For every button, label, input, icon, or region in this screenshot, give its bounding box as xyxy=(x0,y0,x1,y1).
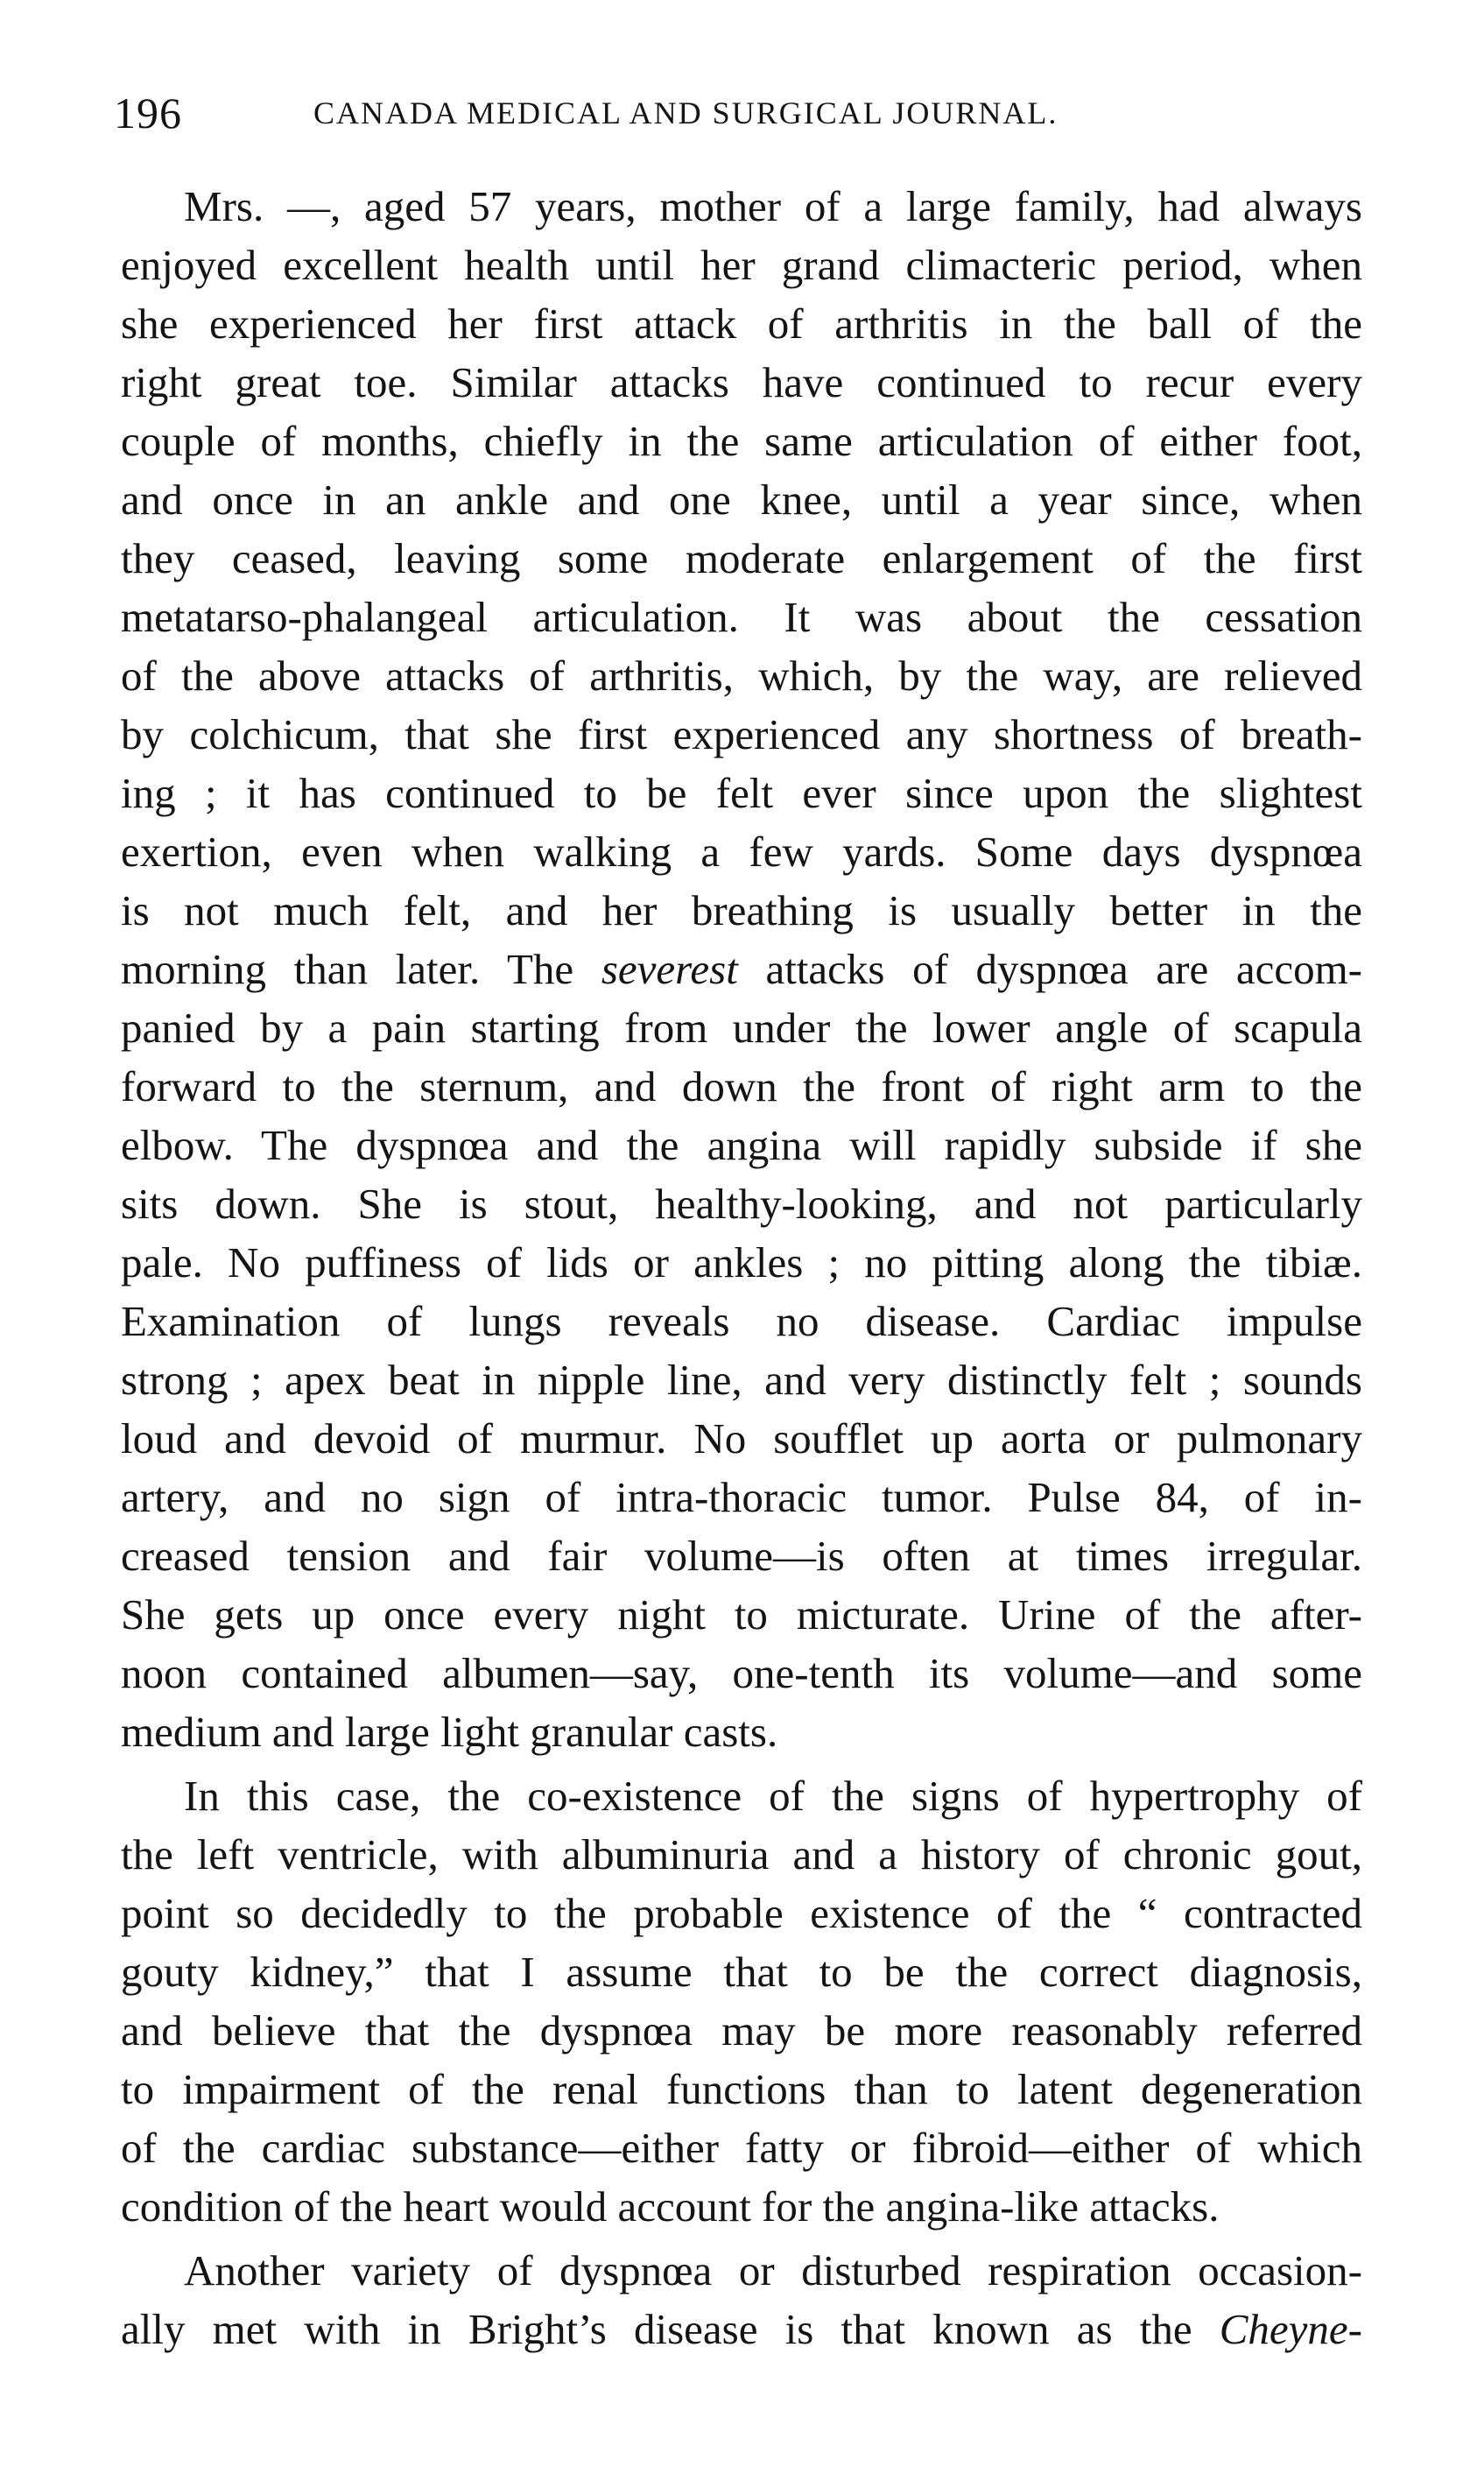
paragraph xyxy=(121,177,1362,1761)
text-line: couple of months, chiefly in the same articulation of either foot, xyxy=(121,417,1362,465)
text-line: by colchicum, that she first experienced any shortness of breath- xyxy=(121,710,1362,758)
text-line xyxy=(121,940,1362,998)
text-line: of the cardiac substance—either fatty or fibroid—either of which xyxy=(121,2124,1362,2172)
text-segment: ally met with in Bright’s disease is that known as the xyxy=(121,2305,1220,2353)
text-line: elbow. The dyspnœa and the angina will rapidly subside if she xyxy=(121,1121,1362,1169)
text-line: right great toe. Similar attacks have continued to recur every xyxy=(121,358,1362,406)
text-line: they ceased, leaving some moderate enlargement of the first xyxy=(121,534,1362,582)
text-line: forward to the sternum, and down the front of right arm to the xyxy=(121,1062,1362,1110)
text-line: of the above attacks of arthritis, which, by the way, are relieved xyxy=(121,652,1362,700)
text-line: ing ; it has continued to be felt ever since upon the slightest xyxy=(121,769,1362,817)
text-line: Mrs. —, aged 57 years, mother of a large family, had always xyxy=(184,182,1362,230)
text-line: enjoyed excellent health until her grand climacteric period, when xyxy=(121,241,1362,289)
paragraph xyxy=(121,2241,1362,2358)
paragraph xyxy=(121,1766,1362,2236)
text-segment: attacks of dyspnœa are accom- xyxy=(737,945,1363,993)
text-line: noon contained albumen—say, one-tenth its volume—and some xyxy=(121,1649,1362,1697)
body-text xyxy=(121,177,1362,2358)
text-line: In this case, the co-existence of the signs of hypertrophy of xyxy=(184,1772,1362,1820)
text-line: she experienced her first attack of arthritis in the ball of the xyxy=(121,300,1362,348)
page-header xyxy=(114,82,1366,144)
text-line: She gets up once every night to micturate. Urine of the after- xyxy=(121,1590,1362,1639)
text-line: metatarso-phalangeal articulation. It was about the cessation xyxy=(121,593,1362,641)
text-line: and believe that the dyspnœa may be more reasonably referred xyxy=(121,2006,1362,2055)
text-line: exertion, even when walking a few yards. Some days dyspnœa xyxy=(121,828,1362,876)
text-line: strong ; apex beat in nipple line, and very distinctly felt ; sounds xyxy=(121,1356,1362,1404)
text-line: medium and large light granular casts. xyxy=(121,1708,778,1756)
text-line: point so decidedly to the probable existence of the “ contracted xyxy=(121,1889,1362,1937)
text-line: loud and devoid of murmur. No soufflet up aorta or pulmonary xyxy=(121,1414,1362,1463)
text-line: and once in an ankle and one knee, until a year since, when xyxy=(121,476,1362,524)
text-line: the left ventricle, with albuminuria and a history of chronic gout, xyxy=(121,1830,1362,1878)
text-line: gouty kidney,” that I assume that to be the correct diagnosis, xyxy=(121,1948,1362,1996)
text-segment: morning than later. The xyxy=(121,945,601,993)
text-line xyxy=(121,2300,1362,2358)
italic-segment: Cheyne- xyxy=(1219,2305,1362,2353)
running-head: CANADA MEDICAL AND SURGICAL JOURNAL. xyxy=(313,95,1058,130)
text-line: pale. No puffiness of lids or ankles ; no pitting along the tibiæ. xyxy=(121,1238,1362,1286)
text-line: sits down. She is stout, healthy-looking, and not particularly xyxy=(121,1180,1362,1228)
text-line: to impairment of the renal functions than to latent degeneration xyxy=(121,2065,1362,2113)
text-line: is not much felt, and her breathing is usually better in the xyxy=(121,886,1362,934)
text-line: condition of the heart would account for the angina-like attacks. xyxy=(121,2182,1220,2231)
italic-segment: severest xyxy=(601,945,738,993)
text-line: artery, and no sign of intra-thoracic tumor. Pulse 84, of in- xyxy=(121,1473,1362,1521)
text-line: creased tension and fair volume—is often at times irregular. xyxy=(121,1532,1362,1580)
text-line: panied by a pain starting from under the lower angle of scapula xyxy=(121,1004,1362,1052)
text-line: Examination of lungs reveals no disease. Cardiac impulse xyxy=(121,1297,1362,1345)
text-line: Another variety of dyspnœa or disturbed respiration occasion- xyxy=(184,2246,1362,2294)
page-number: 196 xyxy=(114,88,182,137)
